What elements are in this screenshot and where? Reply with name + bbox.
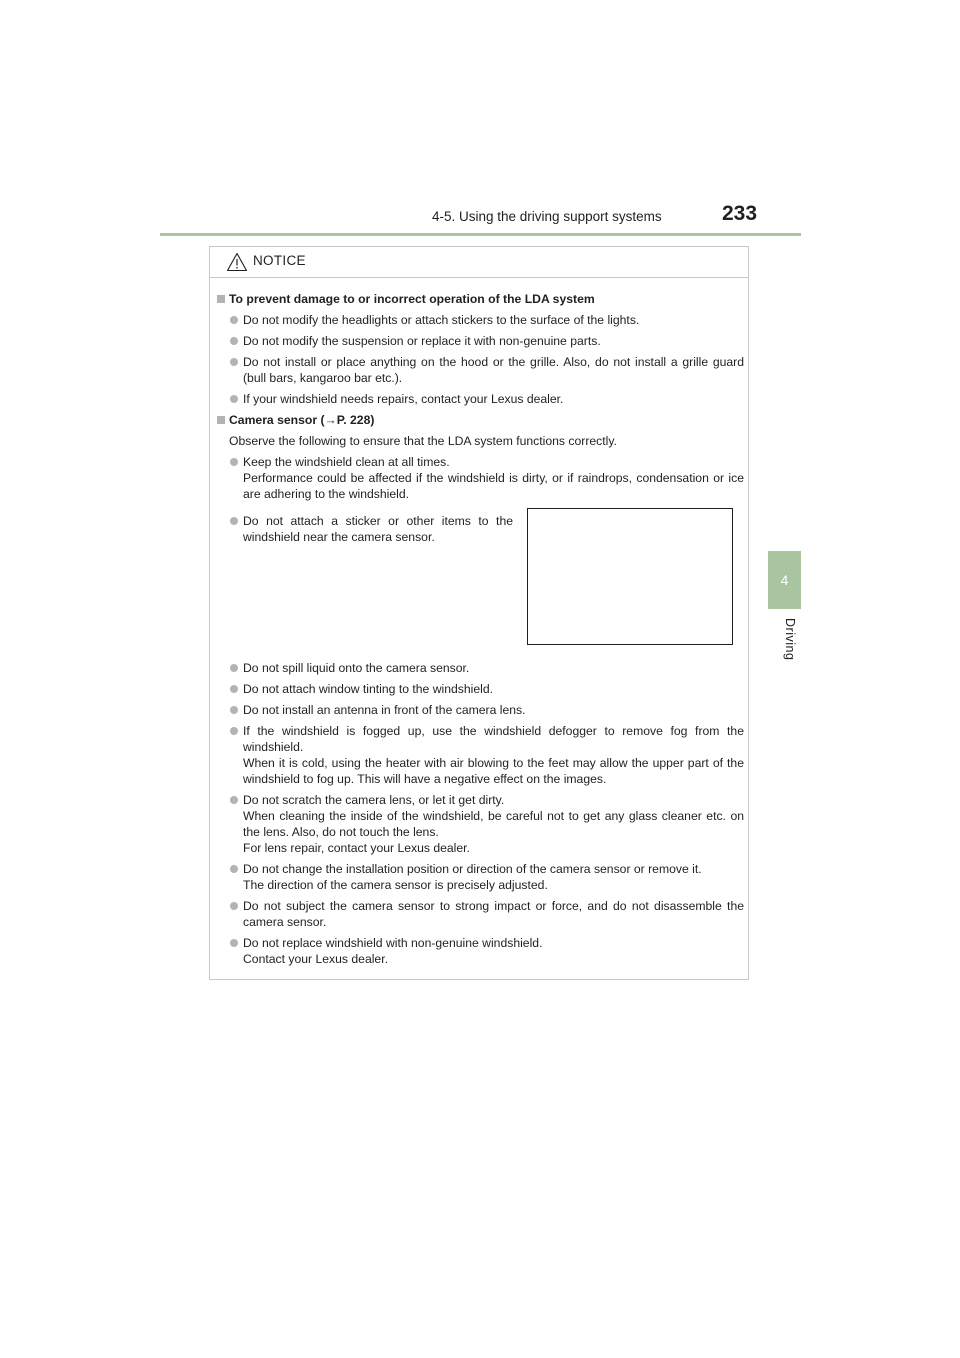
bullet-text: Do not replace windshield with non-genuine windshield. bbox=[243, 936, 543, 950]
bullet-item bbox=[216, 681, 744, 697]
bullet-dot-icon bbox=[230, 358, 238, 366]
bullet-dot-icon bbox=[230, 706, 238, 714]
bullet-text: Do not install an antenna in front of the camera lens. bbox=[243, 703, 526, 717]
bullet-item bbox=[216, 792, 744, 856]
bullet-text: Do not subject the camera sensor to strong impact or force, and do not disassemble the camera sensor. bbox=[243, 899, 744, 929]
bullet-text: For lens repair, contact your Lexus dealer. bbox=[243, 841, 470, 855]
bullet-item bbox=[216, 702, 744, 718]
section-heading bbox=[216, 412, 744, 428]
bullet-item bbox=[216, 391, 744, 407]
bullet-dot-icon bbox=[230, 685, 238, 693]
bullet-text: When it is cold, using the heater with air blowing to the feet may allow the upper part of the windshield to fog up. This will have a negative effect on the images. bbox=[243, 756, 744, 786]
bullet-item bbox=[216, 354, 744, 386]
bullet-dot-icon bbox=[230, 517, 238, 525]
bullet-item bbox=[216, 513, 513, 545]
notice-box bbox=[209, 246, 749, 980]
bullet-text: If your windshield needs repairs, contact your Lexus dealer. bbox=[243, 392, 564, 406]
bullet-text: Do not install or place anything on the hood or the grille. Also, do not install a grille guard (bull bars, kangaroo bar etc.). bbox=[243, 355, 744, 385]
section-header-title: 4-5. Using the driving support systems bbox=[432, 209, 662, 224]
bullet-item bbox=[216, 660, 744, 676]
bullet-with-image bbox=[216, 513, 744, 655]
bullet-text: Do not change the installation position or direction of the camera sensor or remove it. bbox=[243, 862, 702, 876]
bullet-dot-icon bbox=[230, 395, 238, 403]
bullet-item bbox=[216, 723, 744, 787]
square-bullet-icon bbox=[217, 416, 225, 424]
page-number: 233 bbox=[722, 202, 758, 225]
bullet-item bbox=[216, 312, 744, 328]
bullet-dot-icon bbox=[230, 458, 238, 466]
notice-header bbox=[210, 247, 748, 278]
bullet-text: Do not attach a sticker or other items to the windshield near the camera sensor. bbox=[243, 514, 513, 544]
bullet-text: Do not modify the suspension or replace it with non-genuine parts. bbox=[243, 334, 601, 348]
bullet-text: If the windshield is fogged up, use the windshield defogger to remove fog from the windshield. bbox=[243, 724, 744, 754]
bullet-dot-icon bbox=[230, 727, 238, 735]
section-heading bbox=[216, 291, 744, 307]
bullet-text: The direction of the camera sensor is precisely adjusted. bbox=[243, 878, 548, 892]
section-heading-text: To prevent damage to or incorrect operation of the LDA system bbox=[229, 292, 595, 306]
bullet-dot-icon bbox=[230, 902, 238, 910]
notice-body bbox=[216, 291, 744, 972]
bullet-text: Do not scratch the camera lens, or let it get dirty. bbox=[243, 793, 505, 807]
bullet-item bbox=[216, 454, 744, 502]
bullet-text: Keep the windshield clean at all times. bbox=[243, 455, 450, 469]
bullet-item bbox=[216, 861, 744, 893]
bullet-item bbox=[216, 333, 744, 349]
chapter-label: Driving bbox=[783, 618, 797, 661]
notice-title: NOTICE bbox=[253, 253, 306, 268]
camera-sensor-image bbox=[527, 508, 733, 645]
bullet-text: Do not modify the headlights or attach stickers to the surface of the lights. bbox=[243, 313, 640, 327]
bullet-dot-icon bbox=[230, 796, 238, 804]
bullet-text: Do not spill liquid onto the camera sensor. bbox=[243, 661, 470, 675]
bullet-dot-icon bbox=[230, 664, 238, 672]
bullet-text: Performance could be affected if the windshield is dirty, or if raindrops, condensation or ice are adhering to the windshield. bbox=[243, 471, 744, 501]
chapter-number: 4 bbox=[780, 572, 789, 588]
bullet-text: Contact your Lexus dealer. bbox=[243, 952, 388, 966]
bullet-text: Do not attach window tinting to the windshield. bbox=[243, 682, 493, 696]
page-reference-link[interactable]: →P. 228) bbox=[324, 413, 375, 427]
bullet-item bbox=[216, 935, 744, 967]
warning-triangle-icon bbox=[226, 252, 248, 272]
bullet-text: When cleaning the inside of the windshield, be careful not to get any glass cleaner etc. on the lens. Also, do not touch the lens. bbox=[243, 809, 744, 839]
section-heading-text: Camera sensor ( bbox=[229, 413, 325, 427]
bullet-dot-icon bbox=[230, 316, 238, 324]
square-bullet-icon bbox=[217, 295, 225, 303]
bullet-dot-icon bbox=[230, 939, 238, 947]
chapter-tab[interactable] bbox=[768, 551, 801, 609]
section-intro: Observe the following to ensure that the LDA system functions correctly. bbox=[229, 434, 617, 448]
bullet-dot-icon bbox=[230, 865, 238, 873]
bullet-dot-icon bbox=[230, 337, 238, 345]
bullet-item bbox=[216, 898, 744, 930]
header-divider bbox=[160, 233, 801, 236]
